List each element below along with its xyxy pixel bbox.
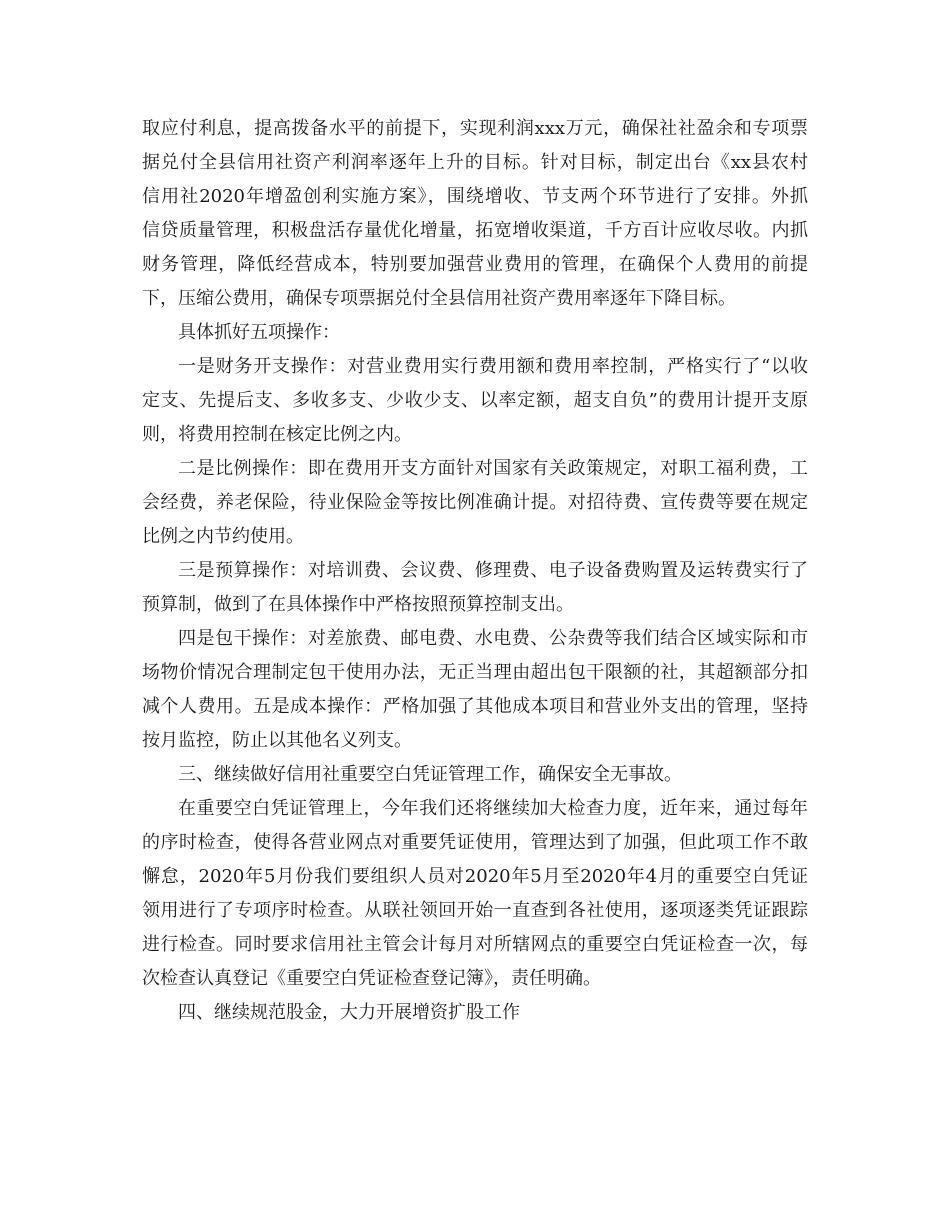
document-body [142, 112, 808, 1030]
text-line: 定支、先提后支、多收多支、少收少支、以率定额，超支自负”的费用计提开支原 [142, 390, 808, 411]
text-line: 懈怠，2020年5月份我们要组织人员对2020年5月至2020年4月的重要空白凭证 [142, 866, 808, 887]
text-line: 四是包干操作：对差旅费、邮电费、水电费、公杂费等我们结合区域实际和市 [178, 628, 808, 649]
text-line: 预算制，做到了在具体操作中严格按照预算控制支出。 [142, 594, 574, 615]
section-heading: 三、继续做好信用社重要空白凭证管理工作，确保安全无事故。 [178, 764, 682, 785]
text-line: 场物价情况合理制定包干使用办法，无正当理由超出包干限额的社，其超额部分扣 [142, 662, 808, 683]
section-heading: 四、继续规范股金，大力开展增资扩股工作 [178, 1002, 520, 1023]
text-line: 一是财务开支操作：对营业费用实行费用额和费用率控制，严格实行了“以收 [178, 356, 808, 377]
text-line: 则，将费用控制在核定比例之内。 [142, 424, 412, 445]
text-line: 比例之内节约使用。 [142, 526, 304, 547]
text-line: 取应付利息，提高拨备水平的前提下，实现利润xxx万元，确保社社盈余和专项票 [142, 118, 808, 139]
text-line: 信贷质量管理，积极盘活存量优化增量，拓宽增收渠道，千方百计应收尽收。内抓 [142, 220, 808, 241]
text-line: 的序时检查，使得各营业网点对重要凭证使用，管理达到了加强，但此项工作不敢 [142, 832, 808, 853]
text-line: 会经费，养老保险，待业保险金等按比例准确计提。对招待费、宣传费等要在规定 [142, 492, 808, 513]
text-line: 按月监控，防止以其他名义列支。 [142, 730, 412, 751]
text-line: 减个人费用。五是成本操作：严格加强了其他成本项目和营业外支出的管理，坚持 [142, 696, 808, 717]
text-line: 三是预算操作：对培训费、会议费、修理费、电子设备费购置及运转费实行了 [178, 560, 808, 581]
text-line: 进行检查。同时要求信用社主管会计每月对所辖网点的重要空白凭证检查一次，每 [142, 934, 808, 955]
text-line: 信用社2020年增盈创利实施方案》，围绕增收、节支两个环节进行了安排。外抓 [142, 186, 808, 207]
text-line: 二是比例操作：即在费用开支方面针对国家有关政策规定，对职工福利费，工 [178, 458, 808, 479]
text-line: 据兑付全县信用社资产利润率逐年上升的目标。针对目标，制定出台《xx县农村 [142, 152, 808, 173]
paragraph-heading: 具体抓好五项操作： [178, 322, 340, 343]
text-line: 领用进行了专项序时检查。从联社领回开始一直查到各社使用，逐项逐类凭证跟踪 [142, 900, 808, 921]
text-line: 下，压缩公费用，确保专项票据兑付全县信用社资产费用率逐年下降目标。 [142, 288, 736, 309]
text-line: 次检查认真登记《重要空白凭证检查登记簿》，责任明确。 [142, 968, 601, 989]
text-line: 财务管理，降低经营成本，特别要加强营业费用的管理，在确保个人费用的前提 [142, 254, 808, 275]
text-line: 在重要空白凭证管理上，今年我们还将继续加大检查力度，近年来，通过每年 [178, 798, 808, 819]
